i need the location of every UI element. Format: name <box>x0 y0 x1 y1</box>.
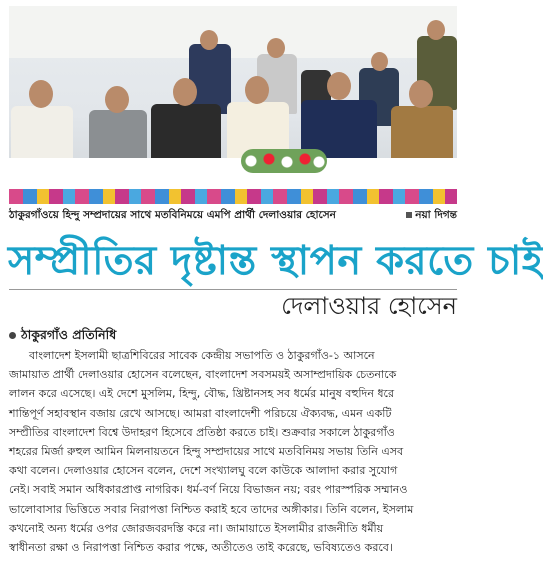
news-photo <box>9 6 457 204</box>
bullet-icon <box>9 332 16 339</box>
byline: দেলাওয়ার হোসেন <box>281 292 457 320</box>
flower-bouquet <box>241 149 327 173</box>
standing-person-head <box>267 38 285 58</box>
headline: সম্প্রীতির দৃষ্টান্ত স্থাপন করতে চাই <box>8 238 543 284</box>
body-line: নেই। সবাই সমান অধিকারপ্রাপ্ত নাগরিক। ধর্ম-বর্ণ নিয়ে বিভাজন নয়; বরং পারস্পরিক সম্মানও <box>9 483 408 497</box>
standing-person-head <box>371 52 388 71</box>
seated-person <box>391 106 453 166</box>
seated-person-head <box>245 76 269 104</box>
body-line: শান্তিপূর্ণ সহাবস্থান বজায় রেখে আসছে। আমরা বাংলাদেশী পরিচয়ে ঐক্যবদ্ধ, এমন একটি <box>9 406 392 420</box>
dateline <box>9 326 116 344</box>
body-line: বাংলাদেশ ইসলামী ছাত্রশিবিরের সাবেক কেন্দ্রীয় সভাপতি ও ঠাকুরগাঁও-১ আসনে <box>29 349 375 362</box>
seated-person <box>11 106 73 166</box>
standing-person-head <box>200 30 218 50</box>
body-line: কথা বলেন। দেলাওয়ার হোসেন বলেন, দেশে সংখ্যালঘু বলে কাউকে আলাদা করার সুযোগ <box>9 464 398 478</box>
seated-person-head <box>105 86 129 113</box>
body-line: সম্প্রীতির বাংলাদেশ বিশ্বে উদাহরণ হিসেবে প্রতিষ্ঠা করতে চাই। শুক্রবার সকালে ঠাকুরগাঁও <box>9 425 395 439</box>
photo-caption-row <box>9 207 457 223</box>
table-cloth-pattern <box>9 189 457 204</box>
backdrop-banner <box>9 6 457 58</box>
body-line: শহরের মির্জা রুহুল আমিন মিলনায়তনে হিন্দু সম্প্রদায়ের সাথে মতবিনিময় সভায় তিনি এসব <box>9 444 404 458</box>
body-line: ভালোবাসার ভিত্তিতে সবার নিরাপত্তা নিশ্চিত করাই হবে তাদের অঙ্গীকার। তিনি বলেন, ইসলাম <box>9 502 414 516</box>
body-line: জামায়াত প্রার্থী দেলাওয়ার হোসেন বলেছেন, বাংলাদেশ সবসময়ই অসাম্প্রদায়িক চেতনাকে <box>9 368 397 382</box>
seated-person <box>151 104 221 166</box>
seated-person-head <box>29 80 53 108</box>
seated-person-head <box>173 78 197 106</box>
photo-source <box>406 207 457 223</box>
article-body <box>9 346 457 557</box>
body-line: কখনোই অন্য ধর্মের ওপর জোরজবরদস্তি করে না। জামায়াতে ইসলামীর রাজনীতি ধর্মীয় <box>9 521 384 535</box>
square-icon <box>406 212 412 218</box>
body-line: লালন করে এসেছে। এই দেশে মুসলিম, হিন্দু, বৌদ্ধ, খ্রিষ্টানসহ সব ধর্মের মানুষ বহুদিন ধরে <box>9 387 395 401</box>
seated-person-head <box>409 80 433 108</box>
body-line: স্বাধীনতা রক্ষা ও নিরাপত্তা নিশ্চিত করার পক্ষে, অতীতেও তাই করেছে, ভবিষ্যতেও করবে। <box>9 540 393 554</box>
photo-caption: ঠাকুরগাঁওয়ে হিন্দু সম্প্রদায়ের সাথে মতবিনিময়ে এমপি প্রার্থী দেলাওয়ার হোসেন <box>9 209 336 221</box>
divider <box>9 289 457 290</box>
seated-person-head <box>327 72 351 100</box>
standing-person-head <box>427 20 445 40</box>
photo-source-label: নয়া দিগন্ত <box>415 209 457 221</box>
dateline-text: ঠাকুরগাঁও প্রতিনিধি <box>21 327 117 342</box>
